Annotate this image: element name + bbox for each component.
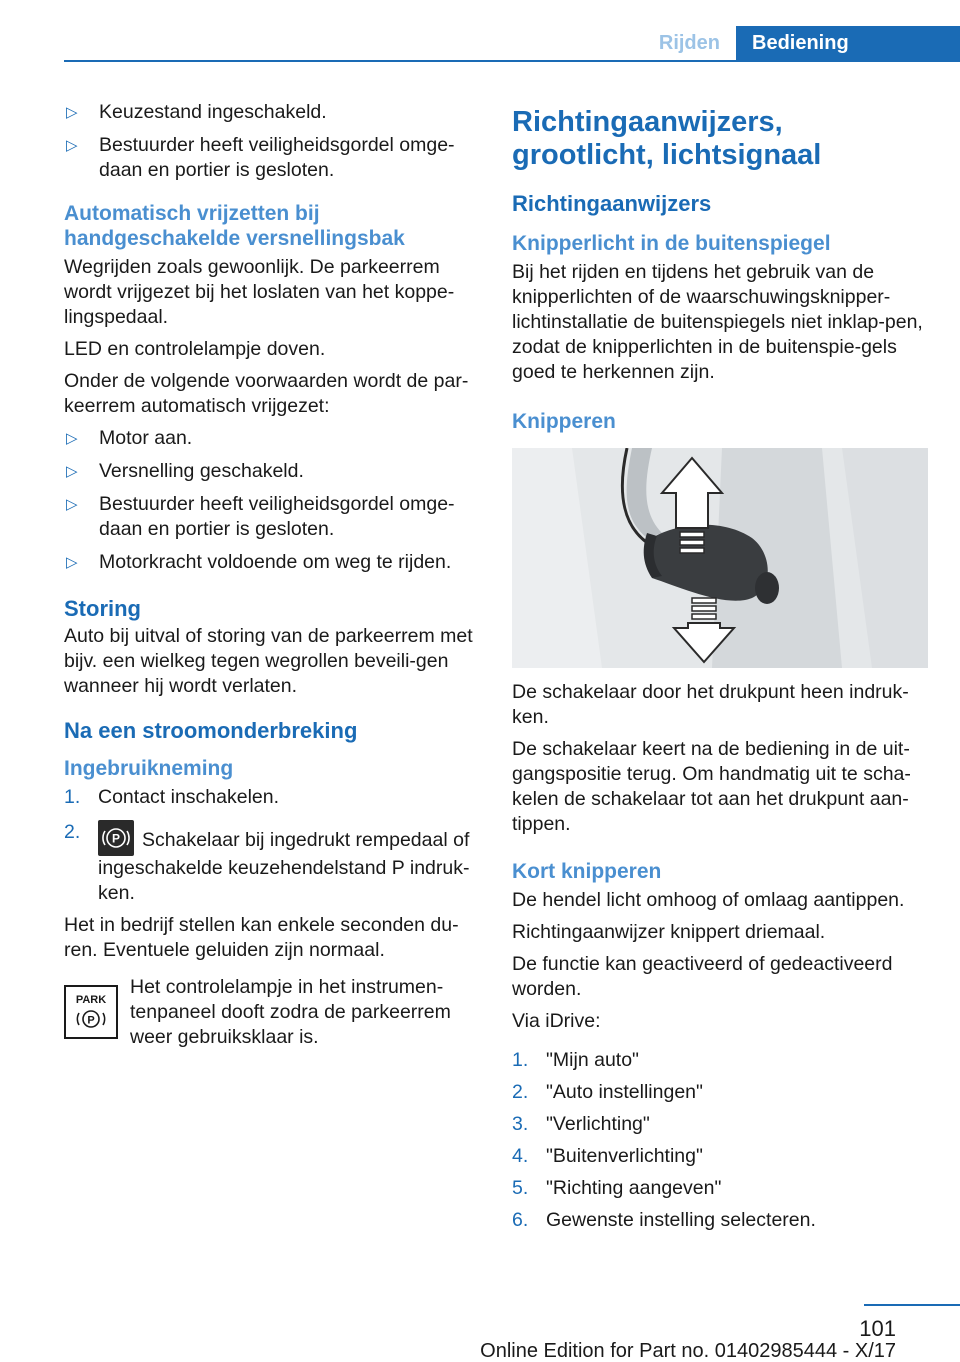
- list-item: 4. "Buitenverlichting": [512, 1145, 703, 1167]
- triangle-bullet-icon: ▷: [66, 137, 78, 154]
- page-number: 101: [859, 1316, 896, 1341]
- svg-text:P: P: [87, 1014, 95, 1027]
- svg-text:PARK: PARK: [75, 994, 107, 1006]
- parking-brake-button-icon: [98, 820, 134, 856]
- triangle-bullet-icon: ▷: [66, 554, 78, 571]
- triangle-bullet-icon: ▷: [66, 104, 78, 121]
- heading-kort-knipperen: Kort knipperen: [512, 860, 662, 883]
- right-column: [512, 106, 928, 1240]
- list-item: 2. "Auto instellingen": [512, 1081, 703, 1103]
- page-header: [64, 26, 960, 62]
- paragraph: Auto bij uitval of storing van de parkeerrem met bijv. een wielkeg tegen wegrollen beveili-gen wanneer hij wordt verlaten.: [64, 625, 473, 697]
- list-item: 5. "Richting aangeven": [512, 1177, 722, 1199]
- paragraph: Bij het rijden en tijdens het gebruik van de knipperlichten of de waarschuwingsknipper-lichtinstallatie de buitenspiegels niet inklap-pen, zodat de knipperlichten in de buitenspie-gels goed te herkennen zijn.: [512, 261, 923, 383]
- footer-rule: [864, 1304, 960, 1306]
- list-item: 6. Gewenste instelling selecteren.: [512, 1209, 816, 1231]
- paragraph: Richtingaanwijzer knippert driemaal.: [512, 921, 826, 943]
- page-title: Richtingaanwijzers, grootlicht, lichtsignaal: [512, 106, 822, 171]
- heading-knipperen: Knipperen: [512, 410, 616, 433]
- list-item: ▷ Bestuurder heeft veiligheidsgordel omge-daan en portier is gesloten.: [66, 493, 455, 540]
- edition-text: Online Edition for Part no. 01402985444 - X/17: [480, 1340, 896, 1362]
- list-item: ▷ Keuzestand ingeschakeld.: [66, 101, 327, 123]
- turn-signal-lever-illustration: [512, 448, 928, 668]
- heading-stroomonderbreking: Na een stroomonderbreking: [64, 718, 358, 743]
- paragraph: De hendel licht omhoog of omlaag aantippen.: [512, 889, 905, 911]
- heading-ingebruikneming: Ingebruikneming: [64, 757, 234, 780]
- list-item: 1. Contact inschakelen.: [64, 786, 280, 808]
- park-indicator-icon: [64, 985, 118, 1039]
- heading-knipperlicht-spiegel: Knipperlicht in de buitenspiegel: [512, 232, 831, 255]
- paragraph: De schakelaar keert na de bediening in de uit-gangspositie terug. Om handmatig uit te scha-kelen de schakelaar tot aan het drukpunt aan-tippen.: [512, 738, 911, 835]
- heading-automatisch: Automatisch vrijzetten bij handgeschakelde versnellingsbak: [64, 202, 405, 250]
- tab-bediening[interactable]: Bediening: [736, 26, 960, 62]
- paragraph: Onder de volgende voorwaarden wordt de par-keerrem automatisch vrijgezet:: [64, 370, 469, 417]
- paragraph: De schakelaar door het drukpunt heen indruk-ken.: [512, 681, 909, 728]
- paragraph: LED en controlelampje doven.: [64, 338, 326, 360]
- list-item: ▷ Motorkracht voldoende om weg te rijden.: [66, 551, 452, 573]
- list-item: 3. "Verlichting": [512, 1113, 650, 1135]
- triangle-bullet-icon: ▷: [66, 496, 78, 513]
- heading-storing: Storing: [64, 596, 141, 621]
- list-item: ▷ Bestuurder heeft veiligheidsgordel omge- daan en portier is gesloten.: [66, 134, 455, 181]
- paragraph: Via iDrive:: [512, 1010, 601, 1032]
- paragraph: De functie kan geactiveerd of gedeactiveerd worden.: [512, 953, 893, 1000]
- triangle-bullet-icon: ▷: [66, 430, 78, 447]
- list-item: ▷ Motor aan.: [66, 427, 193, 449]
- note: [64, 975, 480, 1050]
- header-rule: [64, 60, 960, 62]
- list-item: 1. "Mijn auto": [512, 1049, 639, 1071]
- svg-text:P: P: [111, 831, 121, 846]
- triangle-bullet-icon: ▷: [66, 463, 78, 480]
- left-column: [64, 100, 480, 1050]
- list-item: 2. P Schakelaar bij ingedrukt rempedaal of ingeschakelde keuzehendelstand P indruk-ken.: [64, 821, 470, 904]
- paragraph: Wegrijden zoals gewoonlijk. De parkeerrem wordt vrijgezet bij het loslaten van het koppe-lingspedaal.: [64, 256, 455, 328]
- list-item: ▷ Versnelling geschakeld.: [66, 460, 304, 482]
- heading-richtingaanwijzers: Richtingaanwijzers: [512, 191, 712, 216]
- tab-rijden[interactable]: Rijden: [658, 32, 720, 54]
- paragraph: Het in bedrijf stellen kan enkele seconden du-ren. Eventuele geluiden zijn normaal.: [64, 914, 459, 961]
- note-text: Het controlelampje in het instrumen-tenpaneel dooft zodra de parkeerrem weer gebruiksklaar is.: [130, 976, 451, 1048]
